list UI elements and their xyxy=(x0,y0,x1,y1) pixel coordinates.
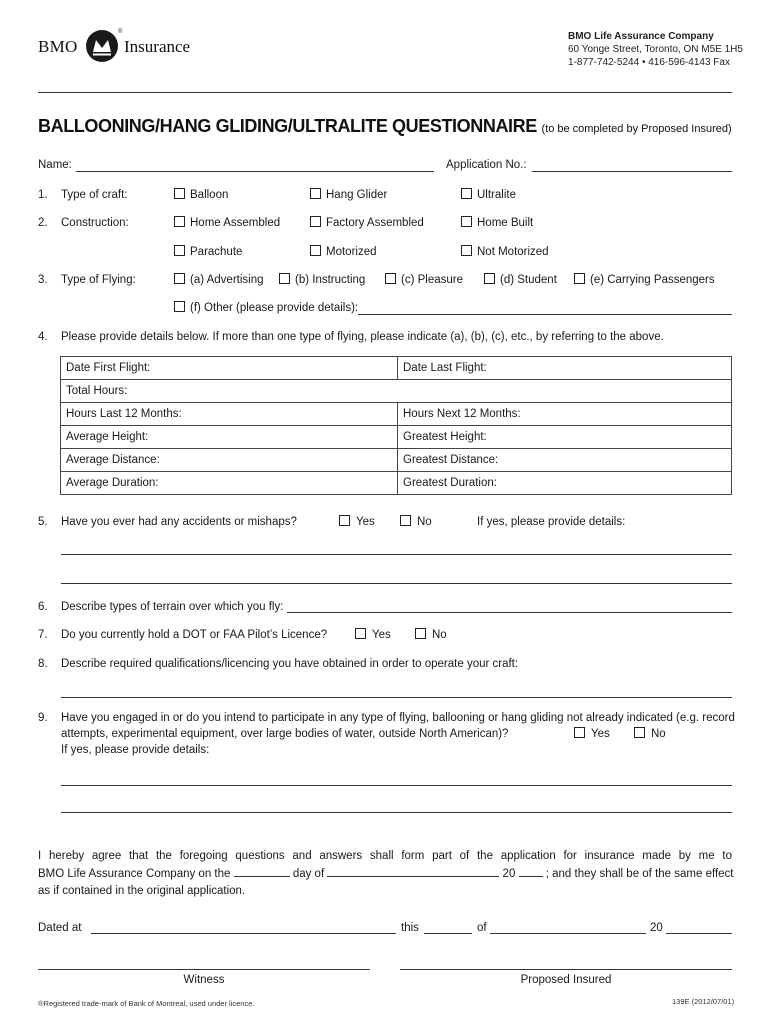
company-address: 60 Yonge Street, Toronto, ON M5E 1H5 xyxy=(568,44,743,55)
q8-number: 8. xyxy=(38,658,48,670)
total-hours-cell[interactable]: Total Hours: xyxy=(61,380,732,403)
checkbox-home-built[interactable] xyxy=(461,216,472,227)
checkbox-q9-no[interactable] xyxy=(634,727,645,738)
checkbox-balloon[interactable] xyxy=(174,188,185,199)
name-label: Name: xyxy=(38,159,72,171)
declaration-line-1: I hereby agree that the foregoing questions and answers shall form part of the application for insurance made by me to xyxy=(38,850,732,862)
q4-text: Please provide details below. If more than one type of flying, please indicate (a), (b), (c), etc., by referring to the above. xyxy=(61,331,664,343)
q3-number: 3. xyxy=(38,274,48,286)
flight-details-table xyxy=(60,356,732,495)
checkbox-factory-assembled[interactable] xyxy=(310,216,321,227)
q5-no-label: No xyxy=(417,516,432,528)
declaration-line-2 xyxy=(38,865,732,883)
dated-this-label: this xyxy=(401,922,419,934)
option-carrying-passengers: (e) Carrying Passengers xyxy=(590,274,715,286)
hours-next-12-cell[interactable]: Hours Next 12 Months: xyxy=(398,403,732,426)
table-row xyxy=(61,449,732,472)
name-input[interactable] xyxy=(76,171,434,172)
average-distance-cell[interactable]: Average Distance: xyxy=(61,449,398,472)
q6-text: Describe types of terrain over which you fly: xyxy=(61,601,284,613)
decl-month-input[interactable] xyxy=(327,865,499,877)
option-student: (d) Student xyxy=(500,274,557,286)
option-parachute: Parachute xyxy=(190,246,243,258)
q2-label: Construction: xyxy=(61,217,129,229)
table-row xyxy=(61,426,732,449)
option-home-assembled: Home Assembled xyxy=(190,217,281,229)
checkbox-pleasure[interactable] xyxy=(385,273,396,284)
checkbox-motorized[interactable] xyxy=(310,245,321,256)
trademark-footnote: ®Registered trade-mark of Bank of Montreal, used under licence. xyxy=(38,999,255,1008)
checkbox-q5-no[interactable] xyxy=(400,515,411,526)
option-ultralite: Ultralite xyxy=(477,189,516,201)
q9-no-label: No xyxy=(651,728,666,740)
q5-number: 5. xyxy=(38,516,48,528)
table-row xyxy=(61,403,732,426)
company-block xyxy=(568,30,743,69)
page-title-main: BALLOONING/HANG GLIDING/ULTRALITE QUESTIONNAIRE xyxy=(38,116,537,136)
q7-text: Do you currently hold a DOT or FAA Pilot’s Licence? xyxy=(61,629,328,641)
q6-terrain-input[interactable] xyxy=(287,612,732,613)
checkbox-ultralite[interactable] xyxy=(461,188,472,199)
option-factory-assembled: Factory Assembled xyxy=(326,217,424,229)
date-first-flight-cell[interactable]: Date First Flight: xyxy=(61,357,398,380)
option-not-motorized: Not Motorized xyxy=(477,246,549,258)
table-row xyxy=(61,380,732,403)
greatest-distance-cell[interactable]: Greatest Distance: xyxy=(398,449,732,472)
option-hang-glider: Hang Glider xyxy=(326,189,388,201)
hours-last-12-cell[interactable]: Hours Last 12 Months: xyxy=(61,403,398,426)
checkbox-q7-yes[interactable] xyxy=(355,628,366,639)
q6-number: 6. xyxy=(38,601,48,613)
proposed-insured-label: Proposed Insured xyxy=(520,974,612,986)
checkbox-parachute[interactable] xyxy=(174,245,185,256)
option-home-built: Home Built xyxy=(477,217,534,229)
dated-month-input[interactable] xyxy=(490,933,646,934)
q1-number: 1. xyxy=(38,189,48,201)
witness-label: Witness xyxy=(183,974,225,986)
q9-yes-label: Yes xyxy=(591,728,610,740)
q2-number: 2. xyxy=(38,217,48,229)
q9-line-3: If yes, please provide details: xyxy=(61,744,210,756)
dated-day-input[interactable] xyxy=(424,933,472,934)
witness-signature-line[interactable] xyxy=(38,969,370,970)
checkbox-q9-yes[interactable] xyxy=(574,727,585,738)
option-instructing: (b) Instructing xyxy=(295,274,366,286)
option-pleasure: (c) Pleasure xyxy=(401,274,463,286)
q9-details-line-1[interactable] xyxy=(61,785,732,786)
checkbox-student[interactable] xyxy=(484,273,495,284)
checkbox-other[interactable] xyxy=(174,301,185,312)
q4-number: 4. xyxy=(38,331,48,343)
checkbox-q5-yes[interactable] xyxy=(339,515,350,526)
q7-no-label: No xyxy=(432,629,447,641)
bmo-logo-icon xyxy=(86,30,118,62)
declaration-part-b: day of xyxy=(292,868,325,880)
dated-20-label: 20 xyxy=(650,922,663,934)
declaration-part-a: BMO Life Assurance Company on the xyxy=(38,868,231,880)
form-code: 139E (2012/07/01) xyxy=(672,997,735,1006)
decl-year-input[interactable] xyxy=(519,865,543,877)
application-input[interactable] xyxy=(532,171,732,172)
option-advertising: (a) Advertising xyxy=(190,274,264,286)
option-balloon: Balloon xyxy=(190,189,229,201)
q5-details-line-2[interactable] xyxy=(61,583,732,584)
other-details-input[interactable] xyxy=(358,314,732,315)
q9-line-1: Have you engaged in or do you intend to participate in any type of flying, ballooning or hang gliding not already indicated (e.g. record xyxy=(61,712,735,724)
greatest-height-cell[interactable]: Greatest Height: xyxy=(398,426,732,449)
q5-details-line-1[interactable] xyxy=(61,554,732,555)
q7-number: 7. xyxy=(38,629,48,641)
option-other: (f) Other (please provide details): xyxy=(190,302,359,314)
table-row xyxy=(61,357,732,380)
greatest-duration-cell[interactable]: Greatest Duration: xyxy=(398,472,732,495)
checkbox-hang-glider[interactable] xyxy=(310,188,321,199)
declaration-part-d: ; and they shall be of the same effect xyxy=(545,868,734,880)
q5-text: Have you ever had any accidents or mishaps? xyxy=(61,516,297,528)
checkbox-advertising[interactable] xyxy=(174,273,185,284)
declaration-part-c: 20 xyxy=(502,868,516,880)
checkbox-carrying-passengers[interactable] xyxy=(574,273,585,284)
q8-text: Describe required qualifications/licencing you have obtained in order to operate your craft: xyxy=(61,658,519,670)
declaration-line-3: as if contained in the original application. xyxy=(38,885,246,897)
dated-of-label: of xyxy=(477,922,487,934)
proposed-insured-signature-line[interactable] xyxy=(400,969,732,970)
q8-details-line[interactable] xyxy=(61,697,732,698)
date-last-flight-cell[interactable]: Date Last Flight: xyxy=(398,357,732,380)
decl-day-input[interactable] xyxy=(234,865,290,877)
dated-year-input[interactable] xyxy=(666,933,732,934)
registered-mark: ® xyxy=(118,29,123,35)
table-row xyxy=(61,472,732,495)
checkbox-instructing[interactable] xyxy=(279,273,290,284)
q9-details-line-2[interactable] xyxy=(61,812,732,813)
declaration xyxy=(38,848,732,900)
page-title-sub: (to be completed by Proposed Insured) xyxy=(541,123,732,135)
application-label: Application No.: xyxy=(446,159,527,171)
dated-at-label: Dated at xyxy=(38,922,82,934)
company-name: BMO Life Assurance Company xyxy=(568,31,714,42)
company-phone-fax: 1-877-742-5244 • 416-596-4143 Fax xyxy=(568,57,730,68)
q7-yes-label: Yes xyxy=(372,629,391,641)
checkbox-home-assembled[interactable] xyxy=(174,216,185,227)
brand-bmo: BMO xyxy=(38,37,78,56)
checkbox-not-motorized[interactable] xyxy=(461,245,472,256)
q9-number: 9. xyxy=(38,712,48,724)
q9-line-2: attempts, experimental equipment, over large bodies of water, outside North American)? xyxy=(61,728,509,740)
brand-insurance: Insurance xyxy=(124,37,191,56)
q5-yes-label: Yes xyxy=(356,516,375,528)
dated-at-input[interactable] xyxy=(91,933,396,934)
page-title xyxy=(38,116,732,137)
option-motorized: Motorized xyxy=(326,246,377,258)
q5-details-label: If yes, please provide details: xyxy=(477,516,626,528)
q1-label: Type of craft: xyxy=(61,189,128,201)
checkbox-q7-no[interactable] xyxy=(415,628,426,639)
average-duration-cell[interactable]: Average Duration: xyxy=(61,472,398,495)
header-divider xyxy=(38,92,732,93)
average-height-cell[interactable]: Average Height: xyxy=(61,426,398,449)
q3-label: Type of Flying: xyxy=(61,274,136,286)
